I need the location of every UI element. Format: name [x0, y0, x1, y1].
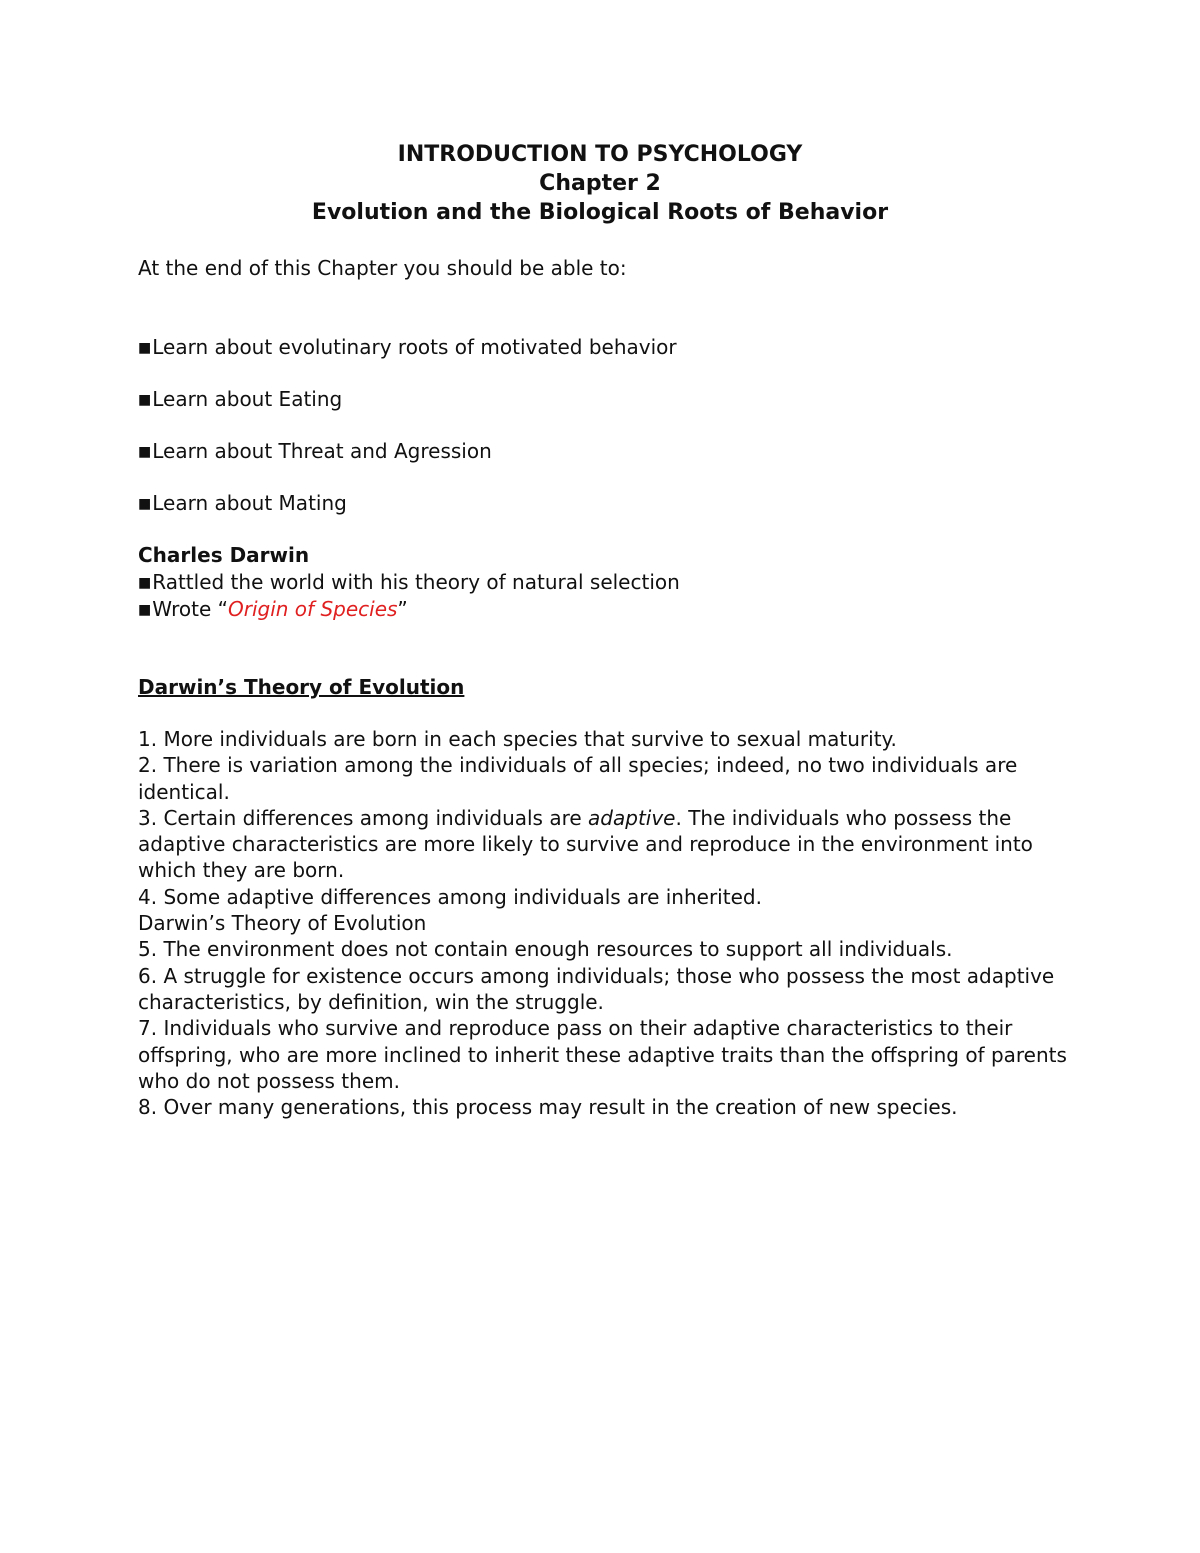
- darwin-point: [138, 596, 680, 623]
- square-bullet-icon: ■: [138, 392, 152, 408]
- list-item: [138, 385, 677, 437]
- theory-item-prefix: 3. Certain differences among individuals are: [138, 805, 589, 830]
- objective-text: Learn about Eating: [152, 387, 343, 411]
- theory-heading: Darwin’s Theory of Evolution: [138, 675, 465, 699]
- square-bullet-icon: ■: [138, 602, 152, 618]
- course-title: INTRODUCTION TO PSYCHOLOGY: [397, 142, 803, 167]
- theory-list: [138, 726, 1068, 1120]
- chapter-title: Evolution and the Biological Roots of Behavior: [311, 200, 889, 225]
- darwin-heading: Charles Darwin: [138, 543, 310, 567]
- list-item: [138, 333, 677, 385]
- emphasis-text: adaptive: [588, 805, 676, 830]
- theory-item: 2. There is variation among the individuals of all species; indeed, no two individuals are identical.: [138, 753, 1018, 804]
- square-bullet-icon: ■: [138, 496, 152, 512]
- square-bullet-icon: ■: [138, 444, 152, 460]
- darwin-point-prefix: Wrote “: [152, 597, 228, 621]
- darwin-point-suffix: ”: [397, 597, 408, 621]
- intro-text: At the end of this Chapter you should be able to:: [138, 256, 627, 280]
- objective-text: Learn about Mating: [152, 491, 347, 515]
- list-item: [138, 437, 677, 489]
- square-bullet-icon: ■: [138, 340, 152, 356]
- list-item: [138, 489, 677, 541]
- theory-item: 1. More individuals are born in each species that survive to sexual maturity.: [138, 727, 897, 751]
- square-bullet-icon: ■: [138, 575, 152, 591]
- theory-item: 5. The environment does not contain enough resources to support all individuals.: [138, 937, 953, 962]
- document-title-block: [0, 140, 1200, 227]
- book-title: Origin of Species: [228, 597, 398, 621]
- objective-text: Learn about Threat and Agression: [152, 439, 492, 463]
- repeated-heading: Darwin’s Theory of Evolution: [138, 911, 427, 936]
- theory-item: [138, 805, 1068, 884]
- theory-item-suffix: . The individuals who possess the adaptive characteristics are more likely to survive and reproduce in the environment into which they are born.: [138, 805, 1033, 883]
- objectives-list: [138, 333, 677, 541]
- darwin-section: [138, 541, 680, 623]
- theory-item: 4. Some adaptive differences among individuals are inherited.: [138, 884, 762, 909]
- darwin-point-text: Rattled the world with his theory of natural selection: [152, 570, 680, 594]
- theory-item: 8. Over many generations, this process may result in the creation of new species.: [138, 1095, 958, 1120]
- theory-item: 7. Individuals who survive and reproduce pass on their adaptive characteristics to their offspring, who are more inclined to inherit these adaptive traits than the offspring of parents who do not possess them.: [138, 1016, 1067, 1093]
- chapter-number: Chapter 2: [539, 171, 661, 196]
- darwin-point: [138, 569, 680, 596]
- objective-text: Learn about evolutinary roots of motivated behavior: [152, 335, 677, 359]
- theory-item: 6. A struggle for existence occurs among individuals; those who possess the most adaptive characteristics, by definition, win the struggle.: [138, 963, 1055, 1014]
